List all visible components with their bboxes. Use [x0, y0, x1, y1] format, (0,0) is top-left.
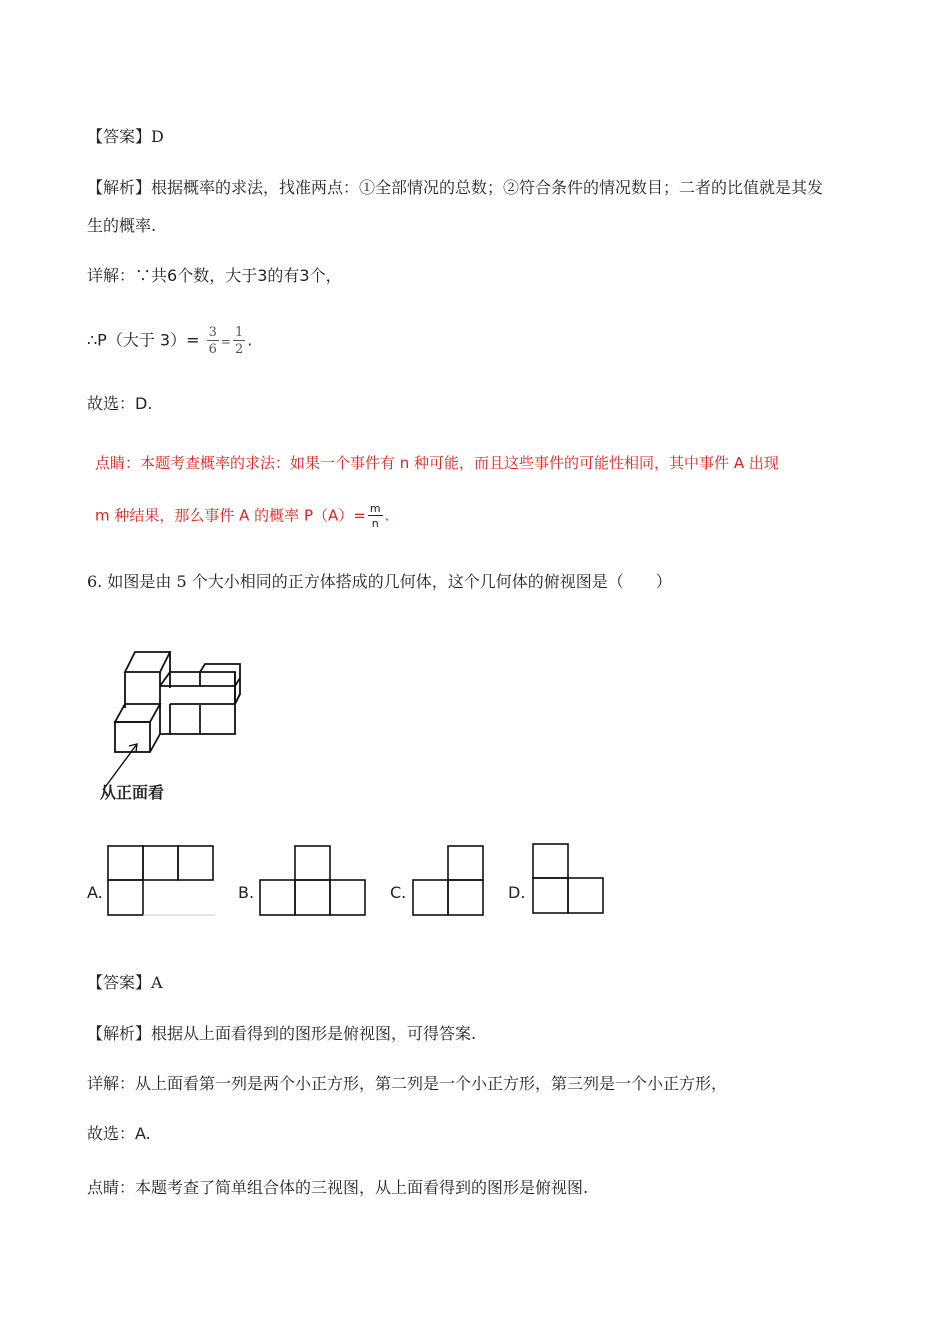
- choose-line: [87, 393, 152, 415]
- fraction-1-2: [233, 326, 245, 356]
- remark-line-6: 点睛：本题考查了简单组合体的三视图，从上面看得到的图形是俯视图.: [87, 1178, 589, 1197]
- remark-line-1: 点睛：本题考查概率的求法：如果一个事件有 n 种可能，而且这些事件的可能性相同，其中事件 A 出现: [95, 454, 779, 472]
- equals-sign: =: [220, 334, 231, 349]
- fraction-numerator: 3: [208, 325, 217, 340]
- analysis-line-6: [87, 1023, 476, 1045]
- detail-line-6: 详解：从上面看第一列是两个小正方形，第二列是一个小正方形，第三列是一个小正方形，: [87, 1074, 728, 1093]
- option-b-figure: [257, 843, 369, 919]
- detail-prefix: 详解：∵共: [87, 266, 168, 285]
- answer-line-6: [87, 972, 163, 994]
- choose-value: A.: [135, 1124, 151, 1143]
- answer-label: 【答案】: [87, 127, 152, 146]
- fraction-denominator: 6: [208, 342, 217, 357]
- choose-label: 故选：: [87, 394, 136, 413]
- fraction-numerator: m: [369, 502, 381, 515]
- analysis-line: [87, 177, 823, 199]
- choose-label: 故选：: [87, 1124, 136, 1143]
- option-c-label: C.: [390, 883, 407, 902]
- option-d-label: D.: [508, 883, 526, 902]
- question-6: 6. 如图是由 5 个大小相同的正方体搭成的几何体，这个几何体的俯视图是（ ）: [87, 572, 672, 591]
- detail-number: 3: [257, 266, 268, 285]
- fraction-denominator: 2: [234, 342, 244, 357]
- fraction-numerator: 1: [234, 325, 244, 340]
- answer-value: A: [151, 973, 163, 992]
- probability-line: [87, 326, 252, 356]
- remark-text: m 种结果，那么事件 A 的概率 P（A）=: [95, 506, 366, 525]
- fraction-denominator: n: [371, 517, 379, 530]
- analysis-label: 【解析】: [87, 1024, 152, 1043]
- detail-text: 个，: [309, 266, 342, 285]
- detail-number: 6: [167, 266, 178, 285]
- option-c-figure: [408, 843, 488, 919]
- probability-prefix: ∴P（大于 3）=: [87, 330, 200, 350]
- choose-value: D.: [135, 394, 153, 413]
- figure-caption: 从正面看: [100, 783, 165, 802]
- answer-value: D: [151, 127, 164, 146]
- option-b-label: B.: [238, 883, 255, 902]
- analysis-label: 【解析】: [87, 178, 152, 197]
- period: .: [384, 506, 390, 525]
- detail-text: 的有: [267, 266, 300, 285]
- option-a-label: A.: [87, 883, 103, 902]
- remark-line-2: [95, 503, 389, 529]
- option-a-figure: [105, 843, 217, 919]
- detail-number: 3: [299, 266, 310, 285]
- fraction-3-6: [207, 326, 219, 356]
- analysis-text: 根据从上面看得到的图形是俯视图，可得答案.: [151, 1024, 477, 1043]
- choose-line-6: [87, 1123, 151, 1145]
- analysis-text: 根据概率的求法，找准两点：①全部情况的总数；②符合条件的情况数目；二者的比值就是其发: [151, 178, 824, 197]
- fraction-m-n: [368, 503, 383, 529]
- answer-label: 【答案】: [87, 973, 152, 992]
- detail-text: 个数，大于: [177, 266, 258, 285]
- answer-line: [87, 126, 164, 148]
- detail-line: [87, 265, 342, 287]
- period: .: [247, 330, 253, 350]
- analysis-line-2: 生的概率.: [87, 216, 157, 235]
- option-d-figure: [530, 841, 610, 917]
